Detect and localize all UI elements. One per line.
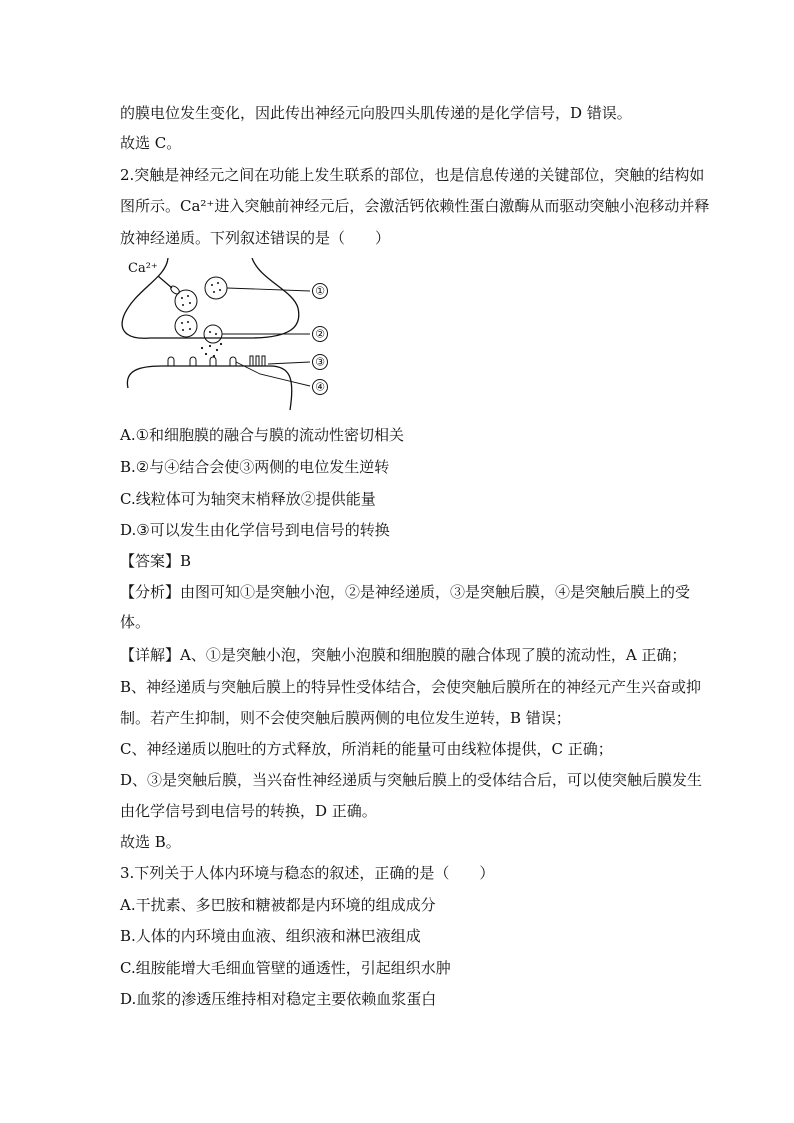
postsynaptic-membrane <box>127 366 291 410</box>
option-b: B.②与④结合会使③两侧的电位发生逆转 <box>120 458 390 476</box>
analysis: 【分析】由图可知①是突触小泡，②是神经递质，③是突触后膜，④是突触后膜上的受 <box>120 583 691 601</box>
explanation: 【详解】A、①是突触小泡，突触小泡膜和细胞膜的融合体现了膜的流动性，A 正确； <box>120 646 687 664</box>
svg-text:②: ② <box>315 327 325 341</box>
synaptic-vesicle <box>175 277 227 343</box>
option-d: D.③可以发生由化学信号到电信号的转换 <box>120 521 390 539</box>
answer: 【答案】B <box>120 552 192 570</box>
question-2-stem: 放神经递质。下列叙述错误的是（ ） <box>120 229 391 247</box>
option-b: B.人体的内环境由血液、组织液和淋巴液组成 <box>120 927 421 945</box>
text-line: 故选 C。 <box>120 134 182 152</box>
calcium-ion-label: Ca²⁺ <box>128 261 158 276</box>
synapse-diagram <box>120 258 340 413</box>
text-line: 的膜电位发生变化，因此传出神经元向股四头肌传递的是化学信号，D 错误。 <box>120 104 632 122</box>
option-a: A.干扰素、多巴胺和糖被都是内环境的组成成分 <box>120 896 436 914</box>
question-3-stem: 3.下列关于人体内环境与稳态的叙述，正确的是（ ） <box>120 864 495 882</box>
conclusion: 故选 B。 <box>120 833 181 851</box>
marker-4 <box>313 380 328 395</box>
svg-text:④: ④ <box>315 380 325 394</box>
option-a: A.①和细胞膜的融合与膜的流动性密切相关 <box>120 426 405 444</box>
question-2-stem: 2.突触是神经元之间在功能上发生联系的部位，也是信息传递的关键部位，突触的结构如 <box>120 166 705 184</box>
explanation: 制。若产生抑制，则不会使突触后膜两侧的电位发生逆转，B 错误； <box>120 709 571 727</box>
receptor <box>168 356 265 366</box>
explanation: B、神经递质与突触后膜上的特异性受体结合，会使突触后膜所在的神经元产生兴奋或抑 <box>120 678 702 696</box>
option-d: D.血浆的渗透压维持相对稳定主要依赖血浆蛋白 <box>120 990 437 1008</box>
option-c: C.组胺能增大毛细血管壁的通透性，引起组织水肿 <box>120 959 451 977</box>
marker-2 <box>313 327 328 342</box>
marker-3 <box>313 355 328 370</box>
svg-text:①: ① <box>315 284 325 298</box>
explanation: D、③是突触后膜，当兴奋性神经递质与突触后膜上的受体结合后，可以使突触后膜发生 <box>120 771 703 789</box>
svg-text:③: ③ <box>315 355 325 369</box>
marker-1 <box>313 284 328 299</box>
analysis: 体。 <box>120 613 151 631</box>
option-c: C.线粒体可为轴突末梢释放②提供能量 <box>120 490 376 508</box>
question-2-stem: 图所示。Ca²⁺进入突触前神经元后，会激活钙依赖性蛋白激酶从而驱动突触小泡移动并释 <box>120 197 710 215</box>
explanation: 由化学信号到电信号的转换，D 正确。 <box>120 802 377 820</box>
explanation: C、神经递质以胞吐的方式释放，所消耗的能量可由线粒体提供，C 正确； <box>120 740 613 758</box>
